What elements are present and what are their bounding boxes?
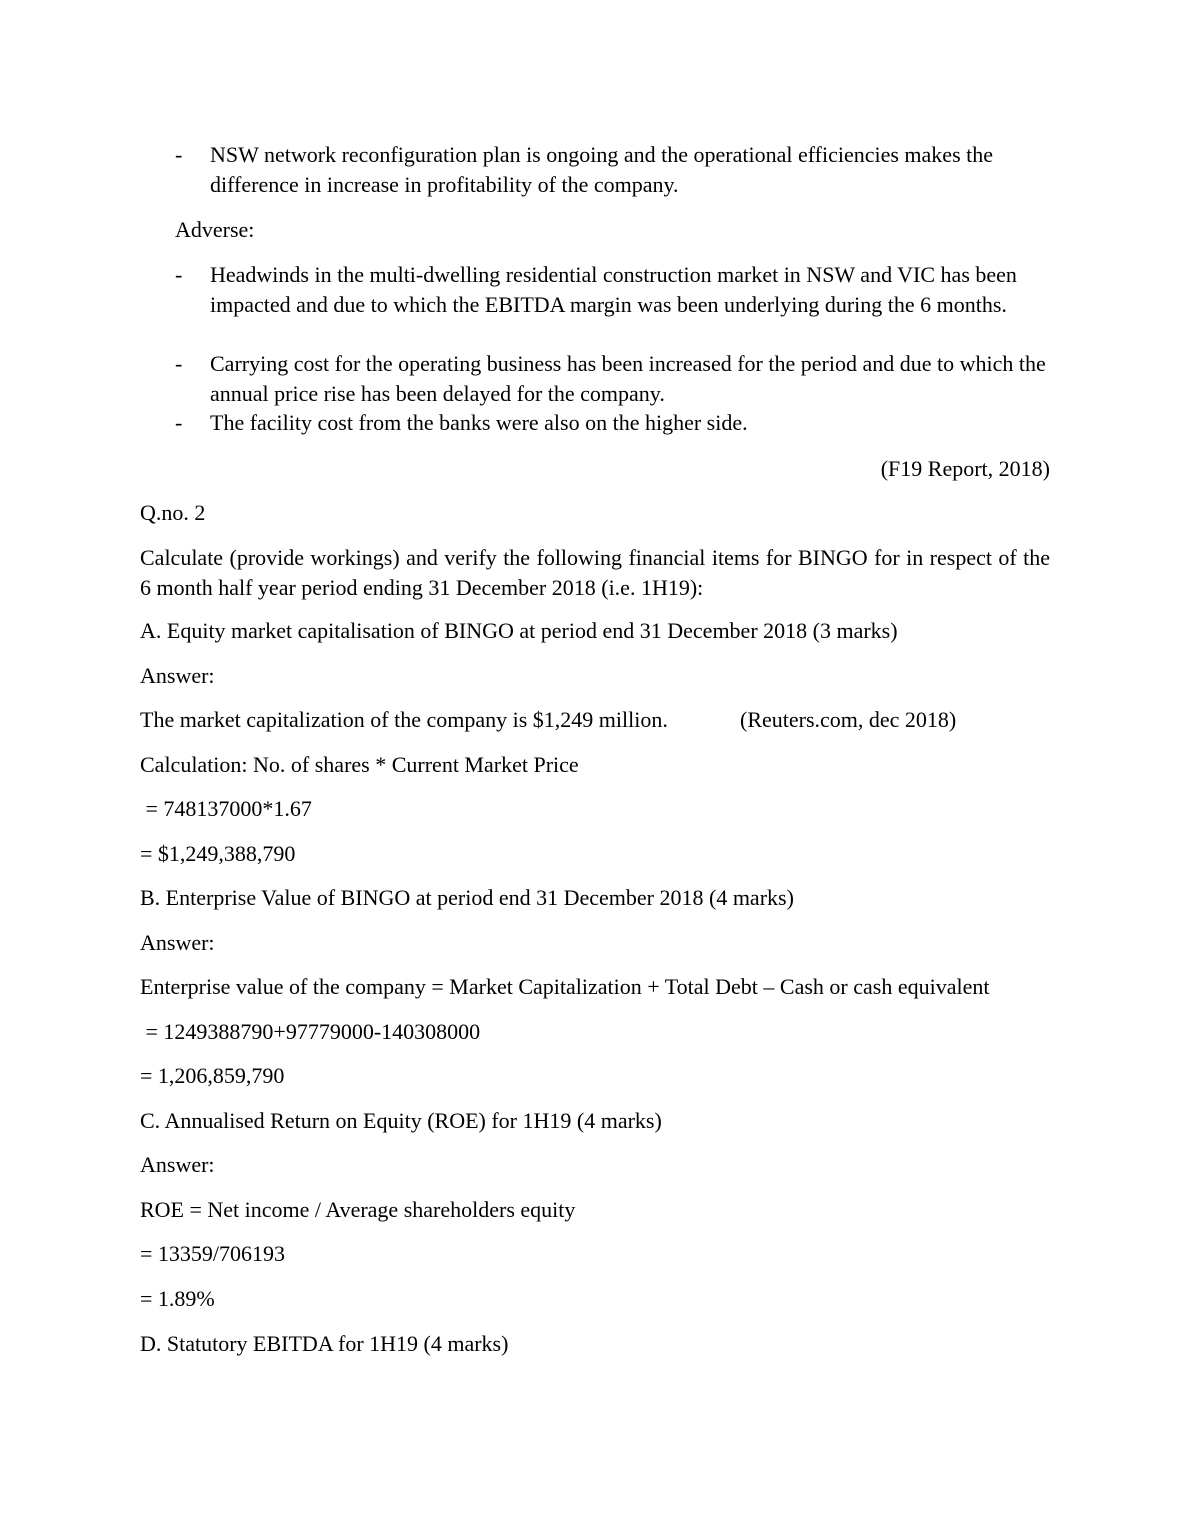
part-c-step1: = 13359/706193 <box>140 1241 286 1266</box>
part-c-answer-label: Answer: <box>140 1152 215 1177</box>
bullet-text: Headwinds in the multi-dwelling residential construction market in NSW and VIC has been impacted and due to which the EBITDA margin was been underlying during the 6 months. <box>210 262 1017 317</box>
bullet-dash: - <box>175 351 183 376</box>
bullet-dash: - <box>175 262 183 287</box>
part-a-calc-label: Calculation: No. of shares * Current Market Price <box>140 752 579 777</box>
adverse-label: Adverse: <box>175 217 255 242</box>
bullet-text: NSW network reconfiguration plan is ongoing and the operational efficiencies makes the difference in increase in profitability of the company. <box>210 142 994 197</box>
part-c-title: C. Annualised Return on Equity (ROE) for 1H19 (4 marks) <box>140 1108 662 1133</box>
part-a-step2: = $1,249,388,790 <box>140 841 296 866</box>
part-c-formula: ROE = Net income / Average shareholders equity <box>140 1197 576 1222</box>
question-number: Q.no. 2 <box>140 500 206 525</box>
part-b-step2: = 1,206,859,790 <box>140 1063 285 1088</box>
part-a-citation: (Reuters.com, dec 2018) <box>740 707 957 732</box>
part-b-answer-label: Answer: <box>140 930 215 955</box>
bullet-text: The facility cost from the banks were also on the higher side. <box>210 410 748 435</box>
part-b-formula: Enterprise value of the company = Market Capitalization + Total Debt – Cash or cash equivalent <box>140 974 990 999</box>
part-a-title: A. Equity market capitalisation of BINGO at period end 31 December 2018 (3 marks) <box>140 618 898 643</box>
question-intro: Calculate (provide workings) and verify the following financial items for BINGO for in respect of the 6 month half year period ending 31 December 2018 (i.e. 1H19): <box>140 545 1050 600</box>
bullet-dash: - <box>175 142 183 167</box>
bullet-text: Carrying cost for the operating business has been increased for the period and due to which the annual price rise has been delayed for the company. <box>210 351 1046 406</box>
part-a-answer-label: Answer: <box>140 663 215 688</box>
part-a-step1: = 748137000*1.67 <box>140 796 312 821</box>
part-b-step1: = 1249388790+97779000-140308000 <box>140 1019 481 1044</box>
bullet-dash: - <box>175 410 183 435</box>
citation-f19: (F19 Report, 2018) <box>880 456 1050 481</box>
part-c-step2: = 1.89% <box>140 1286 215 1311</box>
part-d-title: D. Statutory EBITDA for 1H19 (4 marks) <box>140 1331 509 1356</box>
part-b-title: B. Enterprise Value of BINGO at period end 31 December 2018 (4 marks) <box>140 885 794 910</box>
part-a-statement: The market capitalization of the company is $1,249 million. <box>140 707 668 732</box>
